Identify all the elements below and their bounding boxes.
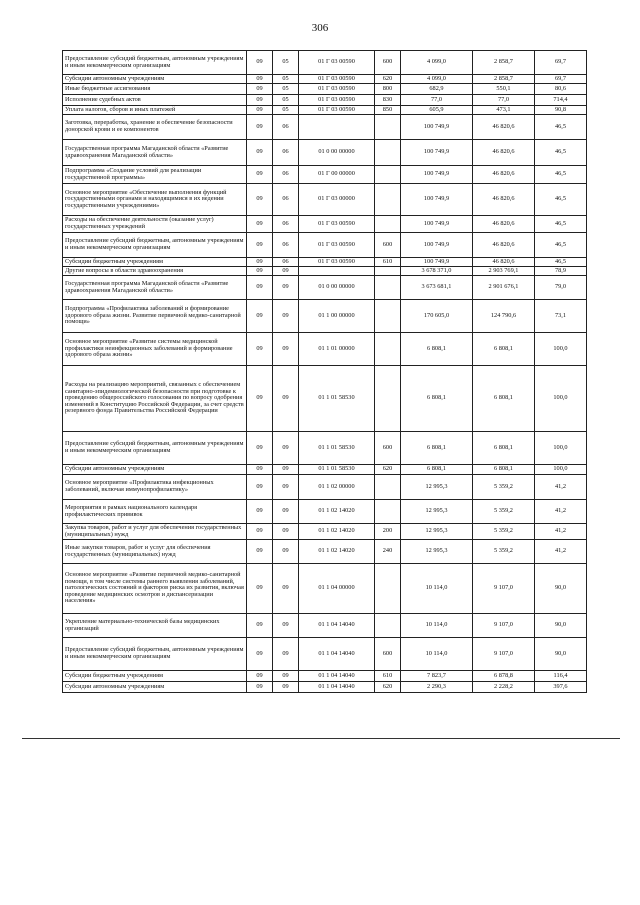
table-row [63,475,587,500]
cell-subsection: 09 [273,267,299,276]
cell-expense-type: 600 [375,638,401,671]
cell-expense-type [375,276,401,300]
cell-expense-type [375,140,401,166]
cell-executed-amount: 9 107,0 [473,638,535,671]
cell-approved-amount: 7 823,7 [401,671,473,682]
cell-expense-type: 240 [375,540,401,564]
table-row [63,366,587,432]
cell-expense-type: 620 [375,682,401,693]
cell-name: Другие вопросы в области здравоохранения [63,267,247,276]
cell-subsection: 09 [273,366,299,432]
cell-name: Иные закупки товаров, работ и услуг для обеспечения государственных (муниципальных) нужд [63,540,247,564]
cell-executed-amount: 6 808,1 [473,333,535,366]
cell-section: 09 [247,115,273,140]
cell-approved-amount: 3 673 681,1 [401,276,473,300]
cell-approved-amount: 12 995,3 [401,475,473,500]
cell-name: Государственная программа Магаданской области «Развитие здравоохранения Магаданской области» [63,140,247,166]
cell-executed-amount: 9 107,0 [473,564,535,614]
cell-expense-type [375,366,401,432]
table-row [63,140,587,166]
table-row [63,106,587,115]
cell-approved-amount: 100 749,9 [401,184,473,216]
cell-name: Предоставление субсидий бюджетным, автономным учреждениям и иным некоммерческим организациям [63,233,247,258]
cell-section: 09 [247,333,273,366]
cell-executed-amount: 6 878,8 [473,671,535,682]
cell-section: 09 [247,75,273,84]
cell-executed-amount: 2 858,7 [473,51,535,75]
cell-target-article: 01 1 04 14040 [299,638,375,671]
cell-section: 09 [247,614,273,638]
cell-expense-type [375,216,401,233]
cell-subsection: 06 [273,184,299,216]
cell-percent: 73,1 [535,300,587,333]
cell-percent: 90,0 [535,638,587,671]
cell-expense-type: 830 [375,95,401,106]
cell-percent: 397,6 [535,682,587,693]
cell-name: Предоставление субсидий бюджетным, автономным учреждениям и иным некоммерческим организациям [63,432,247,465]
cell-subsection: 05 [273,95,299,106]
cell-approved-amount: 12 995,3 [401,500,473,524]
cell-subsection: 05 [273,51,299,75]
cell-expense-type: 850 [375,106,401,115]
cell-target-article [299,115,375,140]
cell-executed-amount: 5 359,2 [473,524,535,540]
cell-percent: 46,5 [535,166,587,184]
cell-approved-amount: 100 749,9 [401,115,473,140]
cell-name: Исполнение судебных актов [63,95,247,106]
cell-target-article: 01 0 00 00000 [299,276,375,300]
cell-approved-amount: 10 114,0 [401,614,473,638]
table-body [63,51,587,693]
table-row [63,51,587,75]
cell-approved-amount: 6 808,1 [401,432,473,465]
cell-section: 09 [247,140,273,166]
cell-target-article: 01 Г 03 00590 [299,84,375,95]
table-row [63,333,587,366]
cell-subsection: 09 [273,475,299,500]
cell-executed-amount: 2 903 769,1 [473,267,535,276]
cell-subsection: 05 [273,106,299,115]
cell-subsection: 09 [273,432,299,465]
cell-section: 09 [247,432,273,465]
cell-approved-amount: 6 808,1 [401,465,473,475]
cell-subsection: 09 [273,276,299,300]
cell-expense-type: 610 [375,258,401,267]
cell-subsection: 09 [273,564,299,614]
cell-name: Иные бюджетные ассигнования [63,84,247,95]
cell-section: 09 [247,258,273,267]
cell-section: 09 [247,366,273,432]
cell-target-article: 01 1 04 14040 [299,682,375,693]
cell-section: 09 [247,106,273,115]
cell-percent: 46,5 [535,184,587,216]
cell-executed-amount: 6 808,1 [473,432,535,465]
cell-subsection: 09 [273,465,299,475]
bottom-divider [22,738,620,739]
page-number: 306 [311,22,329,34]
cell-section: 09 [247,51,273,75]
table-row [63,500,587,524]
cell-percent: 69,7 [535,75,587,84]
cell-approved-amount: 682,9 [401,84,473,95]
cell-approved-amount: 100 749,9 [401,140,473,166]
cell-expense-type: 620 [375,75,401,84]
cell-percent: 46,5 [535,258,587,267]
cell-name: Закупка товаров, работ и услуг для обеспечения государственных (муниципальных) нужд [63,524,247,540]
cell-name: Предоставление субсидий бюджетным, автономным учреждениям и иным некоммерческим организациям [63,51,247,75]
cell-percent: 46,5 [535,216,587,233]
cell-subsection: 06 [273,115,299,140]
cell-expense-type [375,184,401,216]
table-row [63,258,587,267]
cell-target-article: 01 0 00 00000 [299,140,375,166]
cell-subsection: 09 [273,300,299,333]
cell-subsection: 09 [273,671,299,682]
cell-percent: 46,5 [535,233,587,258]
cell-expense-type: 600 [375,233,401,258]
cell-section: 09 [247,216,273,233]
table-row [63,84,587,95]
cell-percent: 714,4 [535,95,587,106]
cell-section: 09 [247,475,273,500]
cell-percent: 41,2 [535,540,587,564]
cell-approved-amount: 12 995,3 [401,540,473,564]
cell-percent: 90,8 [535,106,587,115]
cell-target-article: 01 Г 03 00590 [299,106,375,115]
cell-executed-amount: 46 820,6 [473,184,535,216]
cell-target-article: 01 Г 03 00590 [299,95,375,106]
cell-subsection: 06 [273,166,299,184]
cell-expense-type [375,115,401,140]
cell-approved-amount: 3 678 371,0 [401,267,473,276]
cell-expense-type [375,475,401,500]
cell-expense-type [375,333,401,366]
cell-percent: 116,4 [535,671,587,682]
cell-expense-type: 620 [375,465,401,475]
cell-percent: 41,2 [535,500,587,524]
cell-approved-amount: 100 749,9 [401,233,473,258]
cell-name: Укрепление материально-технической базы медицинских организаций [63,614,247,638]
cell-target-article: 01 Г 00 00000 [299,166,375,184]
cell-expense-type [375,564,401,614]
table-row [63,95,587,106]
cell-percent: 100,0 [535,366,587,432]
cell-subsection: 09 [273,682,299,693]
cell-expense-type: 610 [375,671,401,682]
cell-percent: 90,0 [535,564,587,614]
cell-name: Подпрограмма «Создание условий для реализации государственной программы» [63,166,247,184]
cell-section: 09 [247,524,273,540]
cell-section: 09 [247,267,273,276]
cell-section: 09 [247,465,273,475]
cell-subsection: 09 [273,524,299,540]
cell-executed-amount: 77,0 [473,95,535,106]
cell-percent: 46,5 [535,115,587,140]
cell-target-article: 01 1 01 58530 [299,366,375,432]
cell-executed-amount: 46 820,6 [473,233,535,258]
cell-percent: 69,7 [535,51,587,75]
cell-section: 09 [247,540,273,564]
cell-executed-amount: 6 808,1 [473,465,535,475]
cell-approved-amount: 100 749,9 [401,258,473,267]
cell-name: Заготовка, переработка, хранение и обеспечение безопасности донорской крови и ее компонентов [63,115,247,140]
cell-target-article: 01 1 02 14020 [299,524,375,540]
table-row [63,671,587,682]
cell-name: Мероприятия в рамках национального календаря профилактических прививок [63,500,247,524]
budget-table [62,50,587,693]
table-row [63,465,587,475]
cell-name: Основное мероприятие «Развитие системы медицинской профилактики неинфекционных заболеваний и формирование здорового образа жизни» [63,333,247,366]
table-row [63,432,587,465]
table-row [63,267,587,276]
cell-expense-type [375,614,401,638]
cell-section: 09 [247,638,273,671]
cell-executed-amount: 2 901 676,1 [473,276,535,300]
cell-approved-amount: 100 749,9 [401,216,473,233]
cell-target-article: 01 1 04 00000 [299,564,375,614]
cell-target-article: 01 1 04 14040 [299,614,375,638]
cell-percent: 46,5 [535,140,587,166]
cell-section: 09 [247,276,273,300]
cell-executed-amount: 473,1 [473,106,535,115]
cell-name: Уплата налогов, сборов и иных платежей [63,106,247,115]
cell-executed-amount: 5 359,2 [473,475,535,500]
cell-approved-amount: 77,0 [401,95,473,106]
cell-subsection: 09 [273,333,299,366]
cell-approved-amount: 6 808,1 [401,366,473,432]
cell-approved-amount: 12 995,3 [401,524,473,540]
cell-name: Субсидии автономным учреждениям [63,75,247,84]
cell-target-article: 01 1 01 00000 [299,333,375,366]
cell-expense-type [375,166,401,184]
table-row [63,233,587,258]
cell-approved-amount: 4 099,0 [401,51,473,75]
cell-name: Основное мероприятие «Обеспечение выполнения функций государственными органами и находящимися в их ведении государственными учреждениями» [63,184,247,216]
table-row [63,184,587,216]
cell-target-article: 01 Г 03 00590 [299,258,375,267]
cell-section: 09 [247,300,273,333]
cell-executed-amount: 46 820,6 [473,166,535,184]
table-row [63,524,587,540]
cell-target-article: 01 1 00 00000 [299,300,375,333]
cell-executed-amount: 2 858,7 [473,75,535,84]
cell-approved-amount: 4 099,0 [401,75,473,84]
cell-name: Предоставление субсидий бюджетным, автономным учреждениям и иным некоммерческим организациям [63,638,247,671]
cell-expense-type: 800 [375,84,401,95]
cell-target-article: 01 Г 03 00590 [299,51,375,75]
table-row [63,682,587,693]
cell-executed-amount: 6 808,1 [473,366,535,432]
cell-section: 09 [247,233,273,258]
cell-target-article: 01 1 02 00000 [299,475,375,500]
cell-executed-amount: 2 228,2 [473,682,535,693]
cell-target-article: 01 Г 03 00590 [299,75,375,84]
cell-name: Подпрограмма «Профилактика заболеваний и формирование здорового образа жизни. Развитие первичной медико-санитарной помощи» [63,300,247,333]
cell-expense-type [375,267,401,276]
cell-name: Расходы на реализацию мероприятий, связанных с обеспечением санитарно-эпидемиологической безопасности при подготовке к проведению общероссийского голосования по вопросу одобрения изменений в Конституцию Российской Федерации, за счет средств резервного фонда Правительства Российской Федерации [63,366,247,432]
cell-name: Основное мероприятие «Профилактика инфекционных заболеваний, включая иммунопрофилактику» [63,475,247,500]
cell-target-article: 01 1 04 14040 [299,671,375,682]
cell-approved-amount: 170 605,0 [401,300,473,333]
cell-expense-type [375,500,401,524]
cell-target-article: 01 Г 03 00590 [299,233,375,258]
cell-approved-amount: 605,9 [401,106,473,115]
cell-percent: 41,2 [535,475,587,500]
cell-name: Основное мероприятие «Развитие первичной медико-санитарной помощи, в том числе системы раннего выявления заболеваний, патологических состояний и факторов риска их развития, включая проведение медицинских осмотров и диспансеризации населения» [63,564,247,614]
cell-section: 09 [247,671,273,682]
cell-executed-amount: 5 359,2 [473,540,535,564]
cell-percent: 79,0 [535,276,587,300]
table-row [63,614,587,638]
cell-expense-type: 600 [375,51,401,75]
table-row [63,115,587,140]
cell-percent: 100,0 [535,465,587,475]
cell-name: Расходы на обеспечение деятельности (оказание услуг) государственных учреждений [63,216,247,233]
table-row [63,276,587,300]
cell-subsection: 05 [273,84,299,95]
table-row [63,75,587,84]
cell-target-article: 01 1 01 58530 [299,432,375,465]
cell-target-article [299,267,375,276]
cell-section: 09 [247,564,273,614]
cell-approved-amount: 100 749,9 [401,166,473,184]
cell-executed-amount: 550,1 [473,84,535,95]
cell-subsection: 09 [273,540,299,564]
cell-target-article: 01 1 02 14020 [299,500,375,524]
cell-section: 09 [247,84,273,95]
cell-percent: 100,0 [535,333,587,366]
cell-section: 09 [247,682,273,693]
cell-name: Субсидии автономным учреждениям [63,682,247,693]
cell-name: Государственная программа Магаданской области «Развитие здравоохранения Магаданской области» [63,276,247,300]
cell-expense-type [375,300,401,333]
cell-name: Субсидии бюджетным учреждениям [63,671,247,682]
cell-subsection: 06 [273,216,299,233]
cell-approved-amount: 6 808,1 [401,333,473,366]
table-row [63,638,587,671]
cell-target-article: 01 Г 03 00590 [299,216,375,233]
cell-expense-type: 200 [375,524,401,540]
cell-subsection: 09 [273,638,299,671]
cell-executed-amount: 124 790,6 [473,300,535,333]
cell-percent: 80,6 [535,84,587,95]
cell-percent: 90,0 [535,614,587,638]
cell-percent: 100,0 [535,432,587,465]
cell-approved-amount: 2 290,3 [401,682,473,693]
cell-section: 09 [247,95,273,106]
cell-percent: 41,2 [535,524,587,540]
table-row [63,300,587,333]
cell-subsection: 05 [273,75,299,84]
cell-executed-amount: 9 107,0 [473,614,535,638]
cell-executed-amount: 46 820,6 [473,216,535,233]
cell-expense-type: 600 [375,432,401,465]
cell-subsection: 06 [273,140,299,166]
cell-executed-amount: 5 359,2 [473,500,535,524]
cell-target-article: 01 1 01 58530 [299,465,375,475]
cell-executed-amount: 46 820,6 [473,140,535,166]
cell-subsection: 09 [273,500,299,524]
cell-approved-amount: 10 114,0 [401,638,473,671]
cell-subsection: 06 [273,258,299,267]
table-row [63,564,587,614]
cell-executed-amount: 46 820,6 [473,258,535,267]
table-row [63,166,587,184]
cell-percent: 78,9 [535,267,587,276]
cell-subsection: 09 [273,614,299,638]
cell-approved-amount: 10 114,0 [401,564,473,614]
cell-target-article: 01 1 02 14020 [299,540,375,564]
cell-subsection: 06 [273,233,299,258]
table-row [63,540,587,564]
cell-section: 09 [247,500,273,524]
cell-name: Субсидии автономным учреждениям [63,465,247,475]
cell-name: Субсидии бюджетным учреждениям [63,258,247,267]
cell-target-article: 01 Г 03 00000 [299,184,375,216]
cell-section: 09 [247,184,273,216]
cell-executed-amount: 46 820,6 [473,115,535,140]
table-row [63,216,587,233]
cell-section: 09 [247,166,273,184]
